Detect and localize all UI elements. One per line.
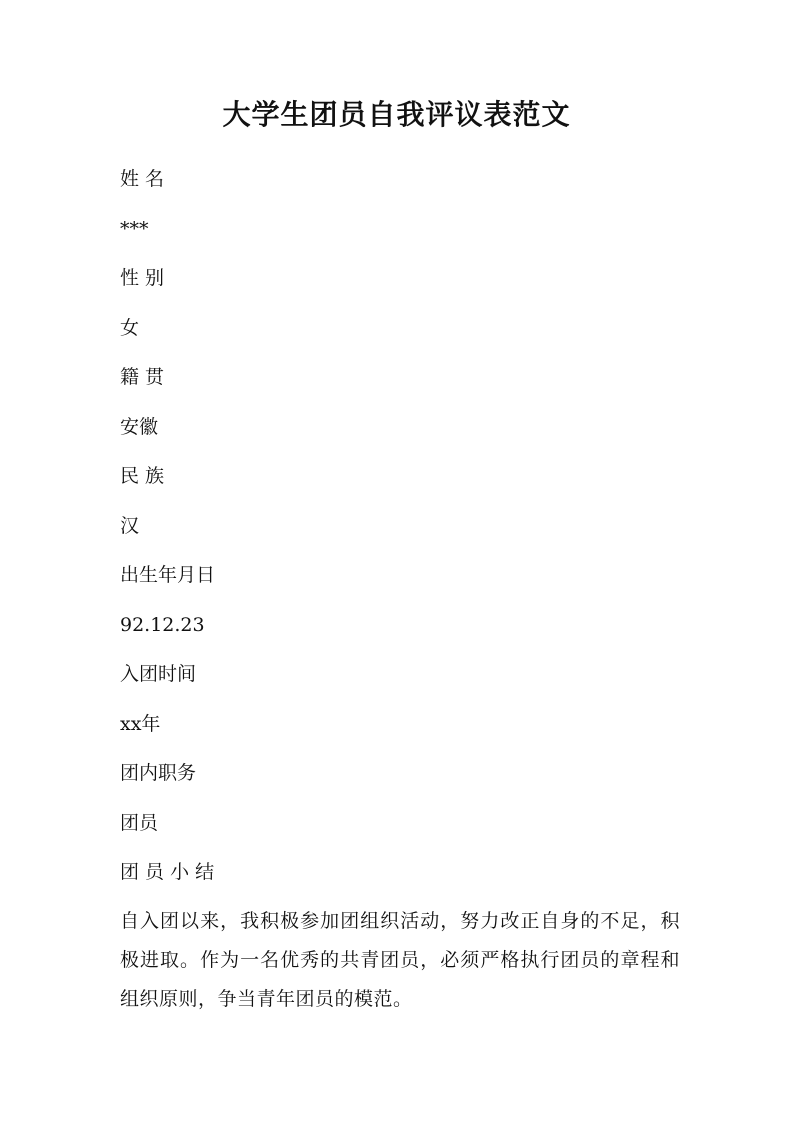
document-title: 大学生团员自我评议表范文 bbox=[222, 98, 571, 131]
league-position-label: 团内职务 bbox=[120, 762, 197, 784]
gender-label: 性 别 bbox=[120, 267, 165, 289]
summary-paragraph: 自入团以来，我积极参加团组织活动，努力改正自身的不足，积极进取。作为一名优秀的共青团员，必须严格执行团员的章程和组织原则，争当青年团员的模范。 bbox=[120, 910, 680, 1010]
name-value: *** bbox=[120, 217, 149, 240]
native-place-value: 安徽 bbox=[120, 415, 159, 438]
form-field-list bbox=[120, 162, 680, 905]
birth-date-label: 出生年月日 bbox=[120, 564, 216, 586]
ethnicity-value: 汉 bbox=[120, 514, 140, 537]
ethnicity-label: 民 族 bbox=[120, 465, 165, 487]
league-join-time-value: xx年 bbox=[120, 712, 161, 735]
gender-value: 女 bbox=[120, 316, 140, 339]
league-position-value: 团员 bbox=[120, 811, 159, 834]
league-join-time-label: 入团时间 bbox=[120, 663, 197, 685]
native-place-label: 籍 贯 bbox=[120, 366, 165, 388]
member-summary-heading: 团 员 小 结 bbox=[120, 861, 215, 883]
birth-date-value: 92.12.23 bbox=[120, 613, 205, 636]
name-label: 姓 名 bbox=[120, 168, 165, 190]
